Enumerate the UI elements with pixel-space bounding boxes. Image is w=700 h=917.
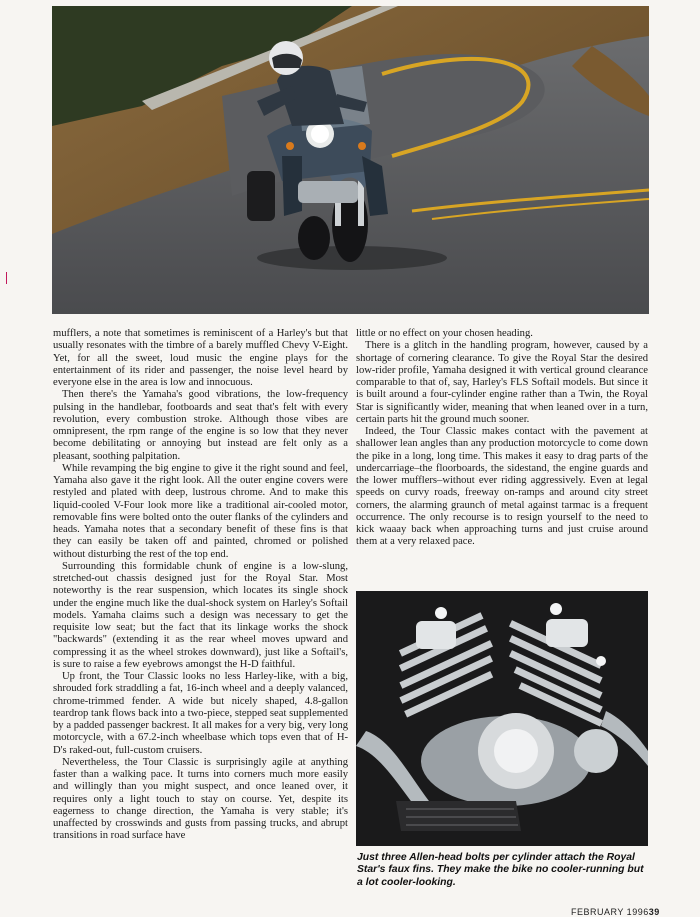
article-right-column: [356, 328, 648, 549]
margin-mark: [6, 272, 7, 284]
photo-caption: Just three Allen-head bolts per cylinder attach the Royal Star's faux fins. They make the bike no cooler-running but a lot cooler-looking.: [357, 852, 644, 888]
hero-photo: [52, 6, 649, 314]
paragraph: little or no effect on your chosen heading.: [356, 328, 533, 339]
paragraph: mufflers, a note that sometimes is reminiscent of a Harley's but that usually resonates with the timbre of a barely muffled Chevy V-Eight. Yet, for all the sweet, loud music the engine plays for the entertainment of its rider and passenger, the noise level heard by everyone else in the area is low and innocuous.: [53, 328, 348, 388]
paragraph: Indeed, the Tour Classic makes contact with the pavement at shallower lean angles than any production motorcycle to come down the pike in a long, long time. This makes it easy to drag parts of the undercarriage–the floorboards, the sidestand, the engine guards and the lower mufflers–without ever riding aggressively. Even at legal speeds on curvy roads, freeway on-ramps and around city street corners, the alarming graunch of metal against tarmac is a frequent occurrence. The only recourse is to resign yourself to the need to kick waaay back when approaching turns and just cruise around them at a very relaxed pace.: [356, 426, 648, 548]
paragraph: There is a glitch in the handling program, however, caused by a shortage of cornering clearance. To give the Royal Star the desired low-rider profile, Yamaha designed it with vertical ground clearance comparable to that of, say, Harley's FLS Softail models. But since it is built around a four-cylinder engine rather than a Twin, the Royal Star is significantly wider, meaning that when leaned over in a turn, certain parts hit the ground much sooner.: [356, 340, 648, 425]
page-folio: [571, 907, 660, 917]
hero-photo-illustration: [52, 6, 649, 314]
paragraph: Nevertheless, the Tour Classic is surprisingly agile at anything faster than a walking pace. It turns into corners much more easily and willingly than you might suspect, and once leaned over, it requires only a light touch to stay on course. Yet, despite its eagerness to change direction, the Yamaha is very stable; it's unaffected by crosswinds and gusts from passing trucks, and abrupt transitions in road surface have: [53, 756, 348, 842]
paragraph: Then there's the Yamaha's good vibrations, the low-frequency pulsing in the handlebar, footboards and seat that's felt with every revolution, every combustion stroke. Although those vibes are omnipresent, the rpm range of the engine is so low that they never become debilitating or annoying but instead are felt only as a pleasant, soothing palpitation.: [53, 389, 348, 462]
folio-page-number: 39: [648, 907, 660, 917]
paragraph: While revamping the big engine to give it the right sound and feel, Yamaha also gave it the right look. All the outer engine covers were restyled and plated with deep, lustrous chrome. And to make this liquid-cooled V-Four look more like a traditional air-cooled motor, removable fins were bolted onto the outer flanks of the cylinders and heads. Yamaha notes that a secondary benefit of these fins is that they can easily be taken off and painted, chromed or polished without disturbing the rest of the top end.: [53, 462, 348, 560]
folio-month-year: FEBRUARY 1996: [571, 907, 649, 917]
article-left-column: [53, 328, 348, 843]
paragraph: Up front, the Tour Classic looks no less Harley-like, with a big, shrouded fork straddling a fat, 16-inch wheel and a deeply valanced, chrome-trimmed fender. A wide but nicely shaped, 4.8-gallon teardrop tank flows back into a two-piece, stepped seat supplemented by a padded passenger backrest. It all makes for a very big, very long motorcycle, with a 67.2-inch wheelbase which tops even that of H-D's raked-out, full-custom cruisers.: [53, 671, 348, 756]
engine-photo: [356, 591, 648, 846]
engine-photo-illustration: [356, 591, 648, 846]
paragraph: Surrounding this formidable chunk of engine is a low-slung, stretched-out chassis designed just for the Royal Star. Most noteworthy is the rear suspension, which locates its single shock under the engine much like the dual-shock system on Harley's Softail models. Yamaha claims such a design was necessary to get the requisite low seat; but the fact that its linkage works the shock "backwards" (extending it as the rear wheel moves upward and compressing it as the wheel strokes downward), just like a Softail's, is sure to raise a few eyebrows amongst the H-D faithful.: [53, 560, 348, 670]
